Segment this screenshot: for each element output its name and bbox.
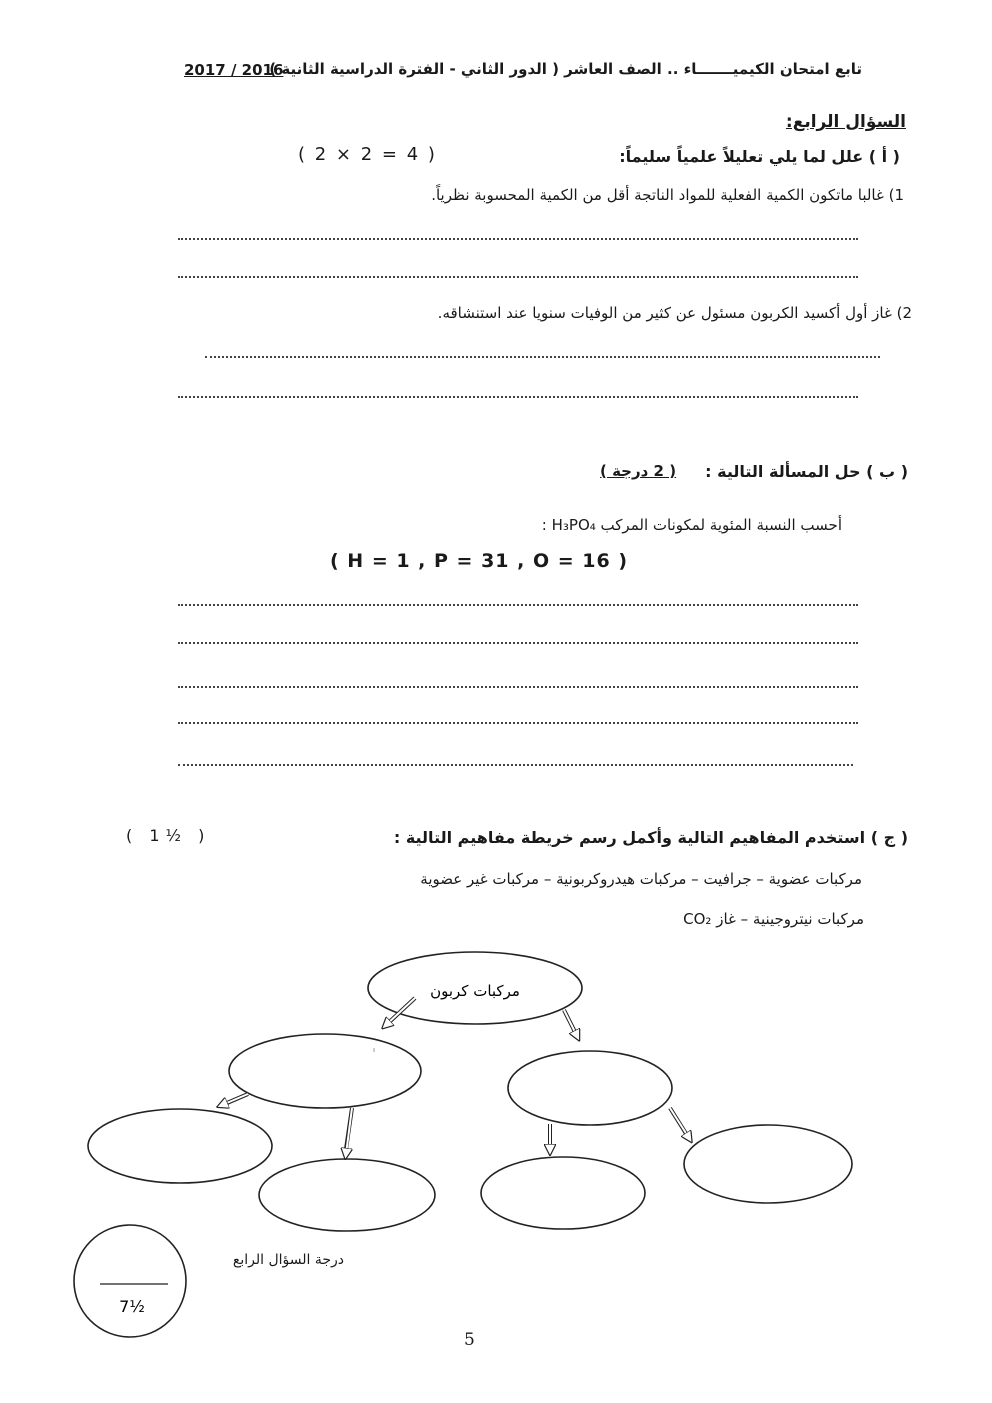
concept-node-right-right[interactable]	[684, 1125, 852, 1203]
answer-line[interactable]	[178, 722, 858, 724]
question-title: السؤال الرابع:	[785, 112, 906, 132]
answer-line[interactable]	[178, 764, 853, 766]
answer-line[interactable]	[178, 686, 858, 688]
concept-node-right[interactable]	[508, 1051, 672, 1125]
part-b-given: ( H = 1 , P = 31 , O = 16 )	[330, 550, 629, 572]
page-number: 5	[464, 1330, 475, 1350]
part-b-label: ( ب ) حل المسألة التالية :	[705, 462, 908, 481]
answer-line[interactable]	[178, 276, 858, 278]
answer-line[interactable]	[178, 604, 858, 606]
score-circle	[70, 1222, 190, 1342]
concept-node-root-label: مركبات كربون	[430, 982, 520, 1000]
answer-line[interactable]	[178, 396, 858, 398]
concept-node-left[interactable]	[229, 1034, 421, 1108]
answer-line[interactable]	[178, 642, 858, 644]
score-label: درجة السؤال الرابع	[232, 1252, 344, 1268]
part-a-label: ( أ ) علل لما يلي تعليلاً علمياً سليماً:	[619, 147, 900, 166]
concept-node-right-left[interactable]	[481, 1157, 645, 1229]
part-c-concepts-line2: مركبات نيتروجينية – غاز CO₂	[683, 910, 864, 928]
part-c-marks: ( 1½ )	[126, 826, 211, 845]
exam-header-year: 2017 / 2016	[184, 61, 284, 79]
part-c-concepts-line1: مركبات عضوية – جرافيت – مركبات هيدروكربونية – مركبات غير عضوية	[420, 870, 862, 888]
concept-map	[0, 940, 992, 1240]
answer-line[interactable]	[205, 356, 880, 358]
concept-node-left-left[interactable]	[88, 1109, 272, 1183]
score-value: 7½	[119, 1297, 145, 1316]
answer-line[interactable]	[178, 238, 858, 240]
part-a-item-1: 1) غالبا ماتكون الكمية الفعلية للمواد الناتجة أقل من الكمية المحسوبة نظرياً.	[431, 186, 904, 204]
part-b-marks: ( 2 درجة )	[600, 462, 677, 480]
part-a-marks: ( 2 × 2 = 4 )	[298, 144, 437, 165]
part-c-label: ( ج ) استخدم المفاهيم التالية وأكمل رسم خريطة مفاهيم التالية :	[393, 828, 908, 847]
part-b-prompt: أحسب النسبة المئوية لمكونات المركب H₃PO₄ :	[541, 516, 842, 534]
exam-header-title: تابع امتحان الكيميـــــــاء .. الصف العاشر ( الدور الثاني - الفترة الدراسية الثانية )	[269, 60, 862, 78]
part-a-item-2: 2) غاز أول أكسيد الكربون مسئول عن كثير من الوفيات سنويا عند استنشاقه.	[437, 304, 912, 322]
concept-node-left-right[interactable]	[259, 1159, 435, 1231]
